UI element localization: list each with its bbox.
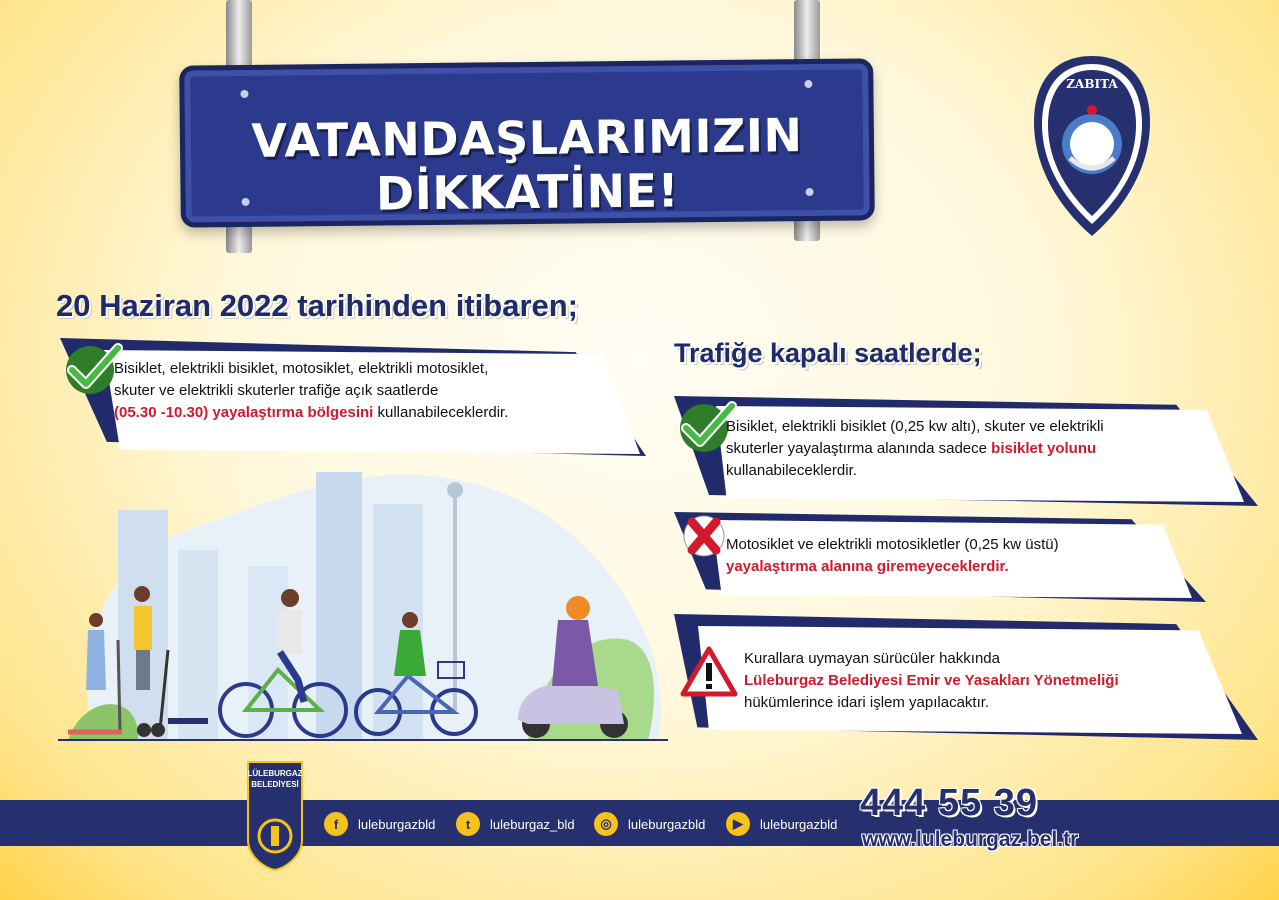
city-scene-icon	[58, 440, 668, 742]
instagram-handle[interactable]: luleburgazbld	[628, 816, 706, 832]
phone-number[interactable]: 444 55 39	[860, 782, 1039, 824]
closed-hours-heading: Trafiğe kapalı saatlerde;	[674, 338, 982, 368]
bolt	[804, 80, 812, 88]
city-cyclists-illustration	[58, 440, 668, 742]
left-rule-line3	[114, 402, 634, 424]
warning-icon	[680, 646, 738, 703]
twitter-icon: t	[456, 812, 480, 836]
right-rule-3-line3: hükümlerince idari işlem yapılacaktır.	[744, 694, 990, 711]
cross-icon	[682, 514, 726, 563]
sign-title: VATANDAŞLARIMIZIN DİKKATİNE!	[251, 108, 803, 221]
twitter-handle[interactable]: luleburgaz_bld	[490, 816, 575, 832]
facebook-icon: f	[324, 812, 348, 836]
logo-text-2: BELEDİYESİ	[251, 780, 299, 789]
youtube-icon: ▶	[726, 812, 750, 836]
left-rule-line2: skuter ve elektrikli skuterler trafiğe açık saatlerde	[114, 382, 439, 399]
hours-text: (05.30 -10.30)	[114, 404, 209, 421]
right-rule-2-panel	[674, 512, 1206, 604]
right-rule-1-panel	[674, 396, 1258, 508]
right-rule-3-line1: Kurallara uymayan sürücüler hakkında	[744, 650, 1000, 667]
zabita-label: ZABITA	[1066, 77, 1118, 91]
website-link[interactable]: www.luleburgaz.bel.tr	[862, 828, 1079, 851]
right-rule-1-line2a: skuterler yayalaştırma alanında sadece	[726, 440, 987, 457]
zone-text: yayalaştırma bölgesini	[212, 404, 374, 421]
social-youtube[interactable]	[726, 812, 837, 836]
facebook-handle[interactable]: luleburgazbld	[358, 816, 436, 832]
right-rule-2-line2: yayalaştırma alanına giremeyeceklerdir.	[726, 558, 1009, 575]
left-rule-tail: kullanabileceklerdir.	[377, 404, 509, 421]
right-rule-2-line1: Motosiklet ve elektrikli motosikletler (0,25 kw üstü)	[726, 536, 1059, 553]
youtube-handle[interactable]: luleburgazbld	[760, 816, 838, 832]
sign-post-left	[226, 0, 252, 74]
bolt	[240, 90, 248, 98]
warning-sign	[179, 58, 875, 227]
right-rule-1-line1: Bisiklet, elektrikli bisiklet (0,25 kw altı), skuter ve elektrikli	[726, 418, 1104, 435]
social-instagram[interactable]	[594, 812, 705, 836]
regulation-name: Lüleburgaz Belediyesi Emir ve Yasakları Yönetmeliği	[744, 672, 1119, 689]
luleburgaz-logo	[246, 760, 304, 872]
logo-text-1: LÜLEBURGAZ	[247, 769, 303, 778]
date-heading: 20 Haziran 2022 tarihinden itibaren;	[56, 288, 579, 323]
instagram-icon: ◎	[594, 812, 618, 836]
right-rule-3-panel	[674, 614, 1258, 742]
right-rule-1-line2	[726, 438, 1246, 460]
left-rule-line1: Bisiklet, elektrikli bisiklet, motosiklet, elektrikli motosiklet,	[114, 360, 489, 377]
right-rule-1-line3: kullanabileceklerdir.	[726, 462, 857, 479]
zabita-badge	[1030, 52, 1154, 238]
social-twitter[interactable]	[456, 812, 575, 836]
bike-lane-text: bisiklet yolunu	[991, 440, 1097, 457]
social-facebook[interactable]	[324, 812, 435, 836]
